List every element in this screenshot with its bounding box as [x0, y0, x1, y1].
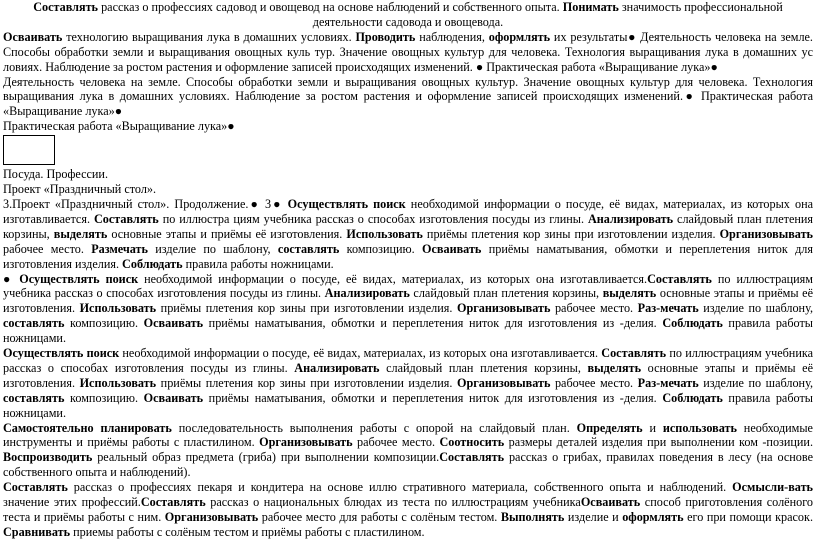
text-run: композицию.	[339, 241, 422, 256]
bold-keyword: Составлять	[601, 346, 667, 361]
text-run: и	[642, 420, 663, 435]
text-run: слайдовый план плетения корзины,	[3, 211, 814, 241]
bold-keyword: Осмысли-вать	[732, 480, 813, 495]
bold-keyword: Использовать	[79, 375, 157, 390]
bold-keyword: Анализировать	[294, 360, 380, 375]
text-run: необходимой информации о посуде, её видах, материалах, из которых она изготавливается.	[3, 196, 813, 226]
text-run: рабочее место.	[352, 435, 440, 450]
bold-keyword: составлять	[3, 390, 65, 405]
bold-keyword: использовать	[662, 420, 737, 435]
bold-keyword: Составлять	[647, 271, 712, 286]
paragraph-practical-work-onion	[3, 119, 813, 134]
text-run: рабочее место.	[550, 301, 638, 316]
text-run: правила работы ножницами.	[3, 390, 813, 420]
text-run: значение этих профессий.	[3, 495, 141, 510]
bold-keyword: составлять	[3, 316, 65, 331]
text-run: рассказ о национальных блюдах из теста по иллюстрациям учебника	[205, 495, 581, 510]
bold-keyword: Осуществлять поиск	[3, 346, 120, 361]
paragraph-search-information-2	[3, 346, 813, 421]
bold-keyword: Составлять	[3, 480, 68, 495]
bold-keyword: оформлять	[488, 29, 551, 44]
bold-keyword: Осваивать	[580, 495, 641, 510]
text-run: правила работы ножницами.	[3, 316, 813, 346]
bold-keyword: Организовывать	[259, 435, 353, 450]
bold-keyword: Осуществлять поиск	[287, 196, 406, 211]
text-run: Деятельность человека на земле. Способы обработки земли и выращивания овощных культур. Значение овощных культур для человека. Технология выращивания лука в домашних условиях. Наблюдение за ростом растения и оформление записей происходящих изменений.● Практическая работа «Выращивание лука»●	[3, 74, 813, 119]
bold-keyword: Осваивать	[422, 241, 482, 256]
text-run: основные этапы и приёмы её изготовления.	[3, 360, 813, 390]
bold-keyword: Раз-мечать	[637, 375, 699, 390]
bold-keyword: Осваивать	[3, 29, 63, 44]
text-run: рабочее место.	[3, 241, 92, 256]
text-run: приёмы плетения кор зины при изготовлении изделия.	[156, 301, 457, 316]
text-run: слайдовый план плетения корзины,	[409, 286, 603, 301]
bold-keyword: составлять	[277, 241, 340, 256]
text-run: изделие по шаблону,	[698, 301, 813, 316]
text-run: необходимой информации о посуде, её видах, материалах, из которых она изготавливается.	[138, 271, 648, 286]
text-run: их результаты● Деятельность человека на земле. Способы обработки земли и выращивания овощных куль тур. Значение овощных культур для человека. Технология выращивания лука в домашних ус ловиях. Наблюдение за ростом растения и оформление записей происходящих изменений. ● Практическая работа «Выращивание лука»●	[3, 29, 813, 74]
empty-box	[3, 135, 55, 165]
paragraph-plasticine-mushroom	[3, 421, 813, 481]
bold-keyword: выделять	[53, 226, 108, 241]
bold-keyword: Анализировать	[587, 211, 674, 226]
text-run: реальный образ предмета (гриба) при выполнении композиции.	[92, 450, 440, 465]
paragraph-dishes-professions	[3, 167, 813, 182]
bold-keyword: Осваивать	[143, 316, 204, 331]
bold-keyword: Выполнять	[500, 510, 565, 524]
text-run: изделие и	[564, 510, 623, 524]
bold-keyword: Организовывать	[456, 301, 551, 316]
text-run: последовательность выполнения работы с опорой на слайдовый план.	[171, 420, 577, 435]
bold-keyword: Определять	[576, 420, 643, 435]
text-run: наблюдения,	[415, 29, 489, 44]
bold-keyword: Составлять	[33, 0, 99, 14]
bold-keyword: Осуществлять поиск	[19, 271, 139, 286]
text-run: Практическая работа «Выращивание лука»●	[3, 119, 235, 134]
bold-keyword: Понимать	[562, 0, 619, 14]
bold-keyword: Составлять	[439, 450, 505, 465]
paragraph-onion-growing-technology	[3, 30, 813, 75]
text-run: Посуда. Профессии.	[3, 167, 108, 182]
text-run: слайдовый план плетения корзины,	[379, 360, 588, 375]
text-run: приёмы наматывания, обмотки и переплетения ниток для изготовления из -делия.	[203, 390, 663, 405]
text-run: приемы работы с солёным тестом и приёмы работы с пластилином.	[70, 524, 425, 539]
text-run: рассказ о профессиях садовод и овощевод на основе наблюдений и собственного опыта.	[98, 0, 563, 14]
bold-keyword: Соблюдать	[662, 390, 723, 405]
bold-keyword: Составлять	[93, 211, 159, 226]
bold-keyword: Использовать	[79, 301, 157, 316]
bold-keyword: Осваивать	[143, 390, 204, 405]
text-run: рассказ о грибах, правилах поведения в лесу (на основе собственного опыта и наблюдений).	[3, 450, 813, 480]
text-run: его при помощи красок.	[683, 510, 813, 524]
text-run: композицию.	[64, 316, 144, 331]
text-run: Проект «Праздничный стол».	[3, 182, 157, 197]
text-run: композицию.	[64, 390, 144, 405]
text-run: необходимой информации о посуде, её видах, материалах, из которых она изготавливается.	[119, 346, 602, 361]
text-run: способ приготовления солёного теста и приёмы работы с ним.	[3, 495, 813, 524]
paragraph-project-festive-table	[3, 182, 813, 197]
text-run: рабочее место.	[550, 375, 638, 390]
text-run: по иллюстрациям учебника рассказ о способах изготовления посуды из глины.	[3, 346, 813, 375]
text-run: приёмы плетения кор зины при изготовлении изделия.	[422, 226, 720, 241]
paragraph-baker-confectioner	[3, 480, 813, 540]
text-run: рабочее место для работы с солёным тестом.	[258, 510, 501, 524]
text-run: по иллюстра циям учебника рассказ о способах изготовления посуды из глины.	[158, 211, 588, 226]
bold-keyword: Организовывать	[719, 226, 813, 241]
bold-keyword: выделять	[602, 286, 657, 301]
bold-keyword: Организовывать	[456, 375, 551, 390]
bold-keyword: Размечать	[91, 241, 148, 256]
bold-keyword: Самостоятельно планировать	[3, 420, 172, 435]
paragraph-gardener-vegetable-grower	[3, 0, 813, 30]
paragraph-search-information-1	[3, 272, 813, 347]
bold-keyword: Соблюдать	[662, 316, 723, 331]
text-run: технологию выращивания лука в домашних условиях.	[62, 29, 356, 44]
text-run: значимость профессиональной деятельности садовода и овощевода.	[312, 0, 783, 29]
text-run: основные этапы и приёмы её изготовления.	[107, 226, 347, 241]
bold-keyword: Организовывать	[164, 510, 259, 524]
text-run: приёмы наматывания, обмотки и переплетения ниток для изготовления изделия.	[3, 241, 813, 271]
bold-keyword: Соотносить	[439, 435, 505, 450]
text-run: изделие по шаблону,	[698, 375, 813, 390]
text-run: изделие по шаблону,	[147, 241, 278, 256]
bold-keyword: Составлять	[140, 495, 206, 510]
text-run: основные этапы и приёмы её изготовления.	[3, 286, 813, 316]
text-run: необходимые инструменты и приёмы работы с пластилином.	[3, 420, 813, 450]
paragraph-land-activity	[3, 75, 813, 120]
text-run: правила работы ножницами.	[182, 256, 334, 271]
text-run: по иллюстрациям учебника рассказ о способах изготовления посуды из глины.	[3, 271, 813, 301]
text-run: рассказ о профессиях пекаря и кондитера на основе иллю стративного материала, собственного опыта и наблюдений.	[67, 480, 733, 495]
text-run: размеры деталей изделия при выполнении ком -позиции.	[504, 435, 813, 450]
text-run: 3.Проект «Праздничный стол». Продолжение.● 3●	[3, 196, 288, 211]
bold-keyword: Соблюдать	[122, 256, 183, 271]
bold-keyword: Сравнивать	[3, 524, 71, 539]
bold-keyword: Использовать	[346, 226, 423, 241]
text-run: приёмы наматывания, обмотки и переплетения ниток для изготовления из -делия.	[203, 316, 663, 331]
bold-keyword: Раз-мечать	[637, 301, 699, 316]
bold-keyword: оформлять	[622, 510, 684, 524]
bold-keyword: Проводить	[355, 29, 416, 44]
text-run: ●	[3, 271, 20, 286]
bold-keyword: Воспроизводить	[3, 450, 93, 465]
bold-keyword: Анализировать	[324, 286, 410, 301]
paragraph-project-continuation	[3, 197, 813, 272]
text-run: приёмы плетения кор зины при изготовлении изделия.	[156, 375, 457, 390]
bold-keyword: выделять	[587, 360, 642, 375]
